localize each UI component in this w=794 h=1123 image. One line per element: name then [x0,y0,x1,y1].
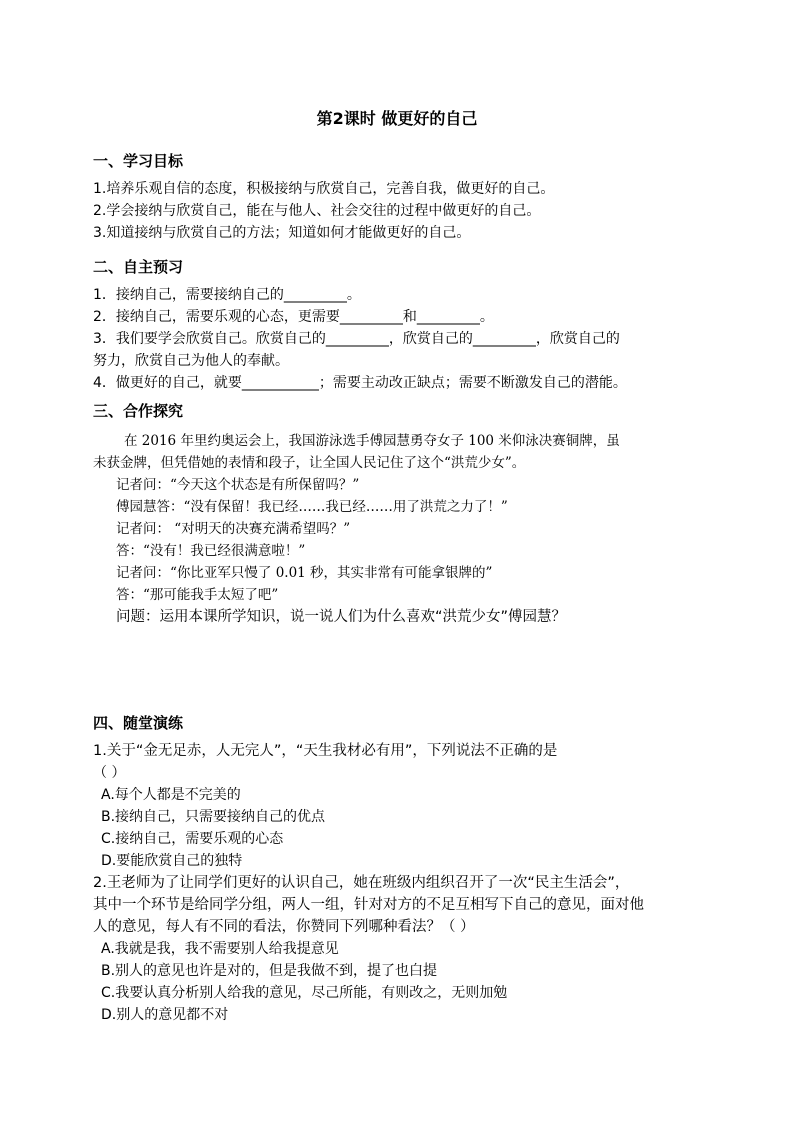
dialog-line: 傅园慧答：“没有保留！我已经……我已经……用了洪荒之力了！” [116,499,508,515]
case-paragraph-continued: 未获金牌，但凭借她的表情和段子，让全国人民记住了这个“洪荒少女”。 [93,455,526,471]
question-2-option: B.别人的意见也许是对的，但是我做不到，提了也白提 [101,963,438,979]
preview-item: 1．接纳自己，需要接纳自己的_________。 [93,287,361,303]
dialog-line: 答：“没有！我已经很满意啦！” [116,543,306,559]
page-title: 第2课时 做更好的自己 [316,109,478,128]
question-2-option: D.别人的意见都不对 [101,1007,229,1023]
preview-item-continued: 努力，欣赏自己为他人的奉献。 [93,353,289,369]
preview-item: 2．接纳自己，需要乐观的心态，更需要_________和_________。 [93,309,494,325]
dialog-line: 记者问：“你比亚军只慢了 0.01 秒，其实非常有可能拿银牌的” [116,565,493,581]
question-2-option: C.我要认真分析别人给我的意见，尽己所能，有则改之，无则加勉 [101,985,508,1001]
goal-item: 3.知道接纳与欣赏自己的方法；知道如何才能做更好的自己。 [93,225,471,241]
question-1-option: B.接纳自己，只需要接纳自己的优点 [101,809,326,825]
dialog-line: 记者问：“今天这个状态是有所保留吗？” [116,477,360,493]
goal-item: 1.培养乐观自信的态度，积极接纳与欣赏自己，完善自我，做更好的自己。 [93,181,555,197]
question-2-stem-continued: 其中一个环节是给同学分组，两人一组，针对对方的不足互相写下自己的意见，面对他 [93,897,644,913]
question-2-stem-continued: 人的意见，每人有不同的看法，你赞同下列哪种看法？（ ） [93,919,475,935]
goal-item: 2.学会接纳与欣赏自己，能在与他人、社会交往的过程中做更好的自己。 [93,203,541,219]
question-2-stem: 2.王老师为了让同学们更好的认识自己，她在班级内组织召开了一次“民主生活会”， [93,875,630,891]
question-1-answer-blank: （ ） [93,765,126,781]
dialog-line: 记者问： “对明天的决赛充满希望吗？” [116,521,351,537]
question-1-stem: 1.关于“金无足赤，人无完人”，“天生我材必有用”，下列说法不正确的是 [93,743,558,759]
preview-item: 4．做更好的自己，就要___________；需要主动改正缺点；需要不断激发自己的潜能。 [93,375,627,391]
preview-item: 3．我们要学会欣赏自己。欣赏自己的_________，欣赏自己的_________，欣赏自己的 [93,331,620,347]
section-heading-goals: 一、学习目标 [93,152,184,170]
inquiry-question: 问题：运用本课所学知识，说一说人们为什么喜欢“洪荒少女”傅园慧？ [116,609,567,625]
section-heading-preview: 二、自主预习 [93,258,184,276]
dialog-line: 答：“那可能我手太短了吧” [116,587,279,603]
question-1-option: D.要能欣赏自己的独特 [101,853,243,869]
case-paragraph: 在 2016 年里约奥运会上，我国游泳选手傅园慧勇夺女子 100 米仰泳决赛铜牌，虽 [124,433,620,449]
section-heading-inquiry: 三、合作探究 [93,402,184,420]
question-2-option: A.我就是我，我不需要别人给我提意见 [101,941,339,957]
question-1-option: C.接纳自己，需要乐观的心态 [101,831,284,847]
section-heading-practice: 四、随堂演练 [93,714,184,732]
question-1-option: A.每个人都是不完美的 [101,787,241,803]
